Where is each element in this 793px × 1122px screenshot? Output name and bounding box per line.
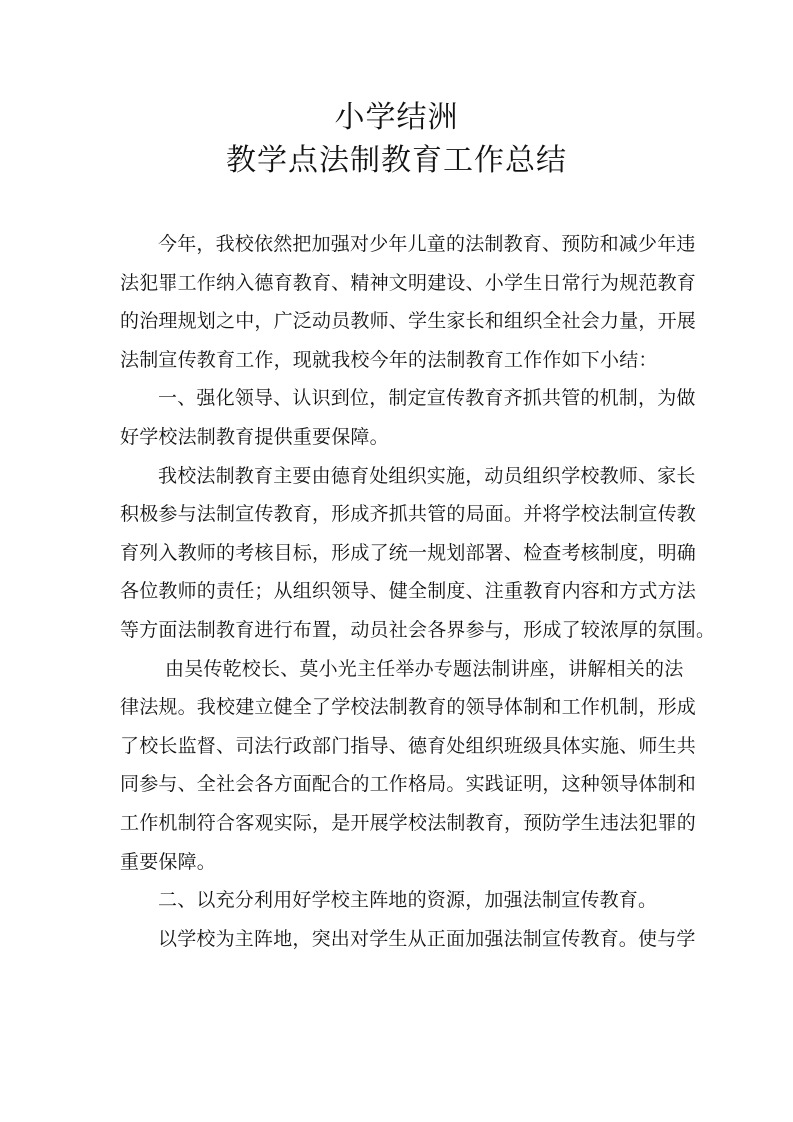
paragraph-line: 重要保障。 <box>120 850 217 873</box>
section-heading-line: 好学校法制教育提供重要保障。 <box>120 425 389 448</box>
document-body <box>120 225 716 958</box>
paragraph-line: 同参与、全社会各方面配合的工作格局。实践证明，这种领导体制和 <box>120 773 697 796</box>
paragraph-line: 积极参与法制宣传教育，形成齐抓共管的局面。并将学校法制宣传教 <box>120 503 697 526</box>
paragraph-line: 今年，我校依然把加强对少年儿童的法制教育、预防和减少年违 <box>158 233 696 255</box>
title-line-1: 小学结洲 <box>334 100 459 135</box>
paragraph-line: 法制宣传教育工作，现就我校今年的法制教育工作作如下小结： <box>120 348 658 371</box>
section-heading-line: 一、强化领导、认识到位，制定宣传教育齐抓共管的机制，为做 <box>158 387 696 410</box>
section-heading-line: 二、以充分利用好学校主阵地的资源，加强法制宣传教育。 <box>158 889 658 912</box>
title-line-2: 教学点法制教育工作总结 <box>226 143 567 178</box>
paragraph-line: 各位教师的责任；从组织领导、健全制度、注重教育内容和方式方法 <box>120 580 697 603</box>
paragraph-line: 等方面法制教育进行布置，动员社会各界参与，形成了较浓厚的氛围。 <box>120 618 716 641</box>
paragraph-line: 了校长监督、司法行政部门指导、德育处组织班级具体实施、师生共 <box>120 734 697 757</box>
paragraph-line: 法犯罪工作纳入德育教育、精神文明建设、小学生日常行为规范教育 <box>120 271 697 294</box>
document-title <box>0 96 793 182</box>
paragraph-line: 以学校为主阵地，突出对学生从正面加强法制宣传教育。使与学 <box>158 927 696 950</box>
paragraph-line: 由吴传乾校长、莫小光主任举办专题法制讲座，讲解相关的法 <box>165 657 684 680</box>
paragraph-line: 我校法制教育主要由德育处组织实施，动员组织学校教师、家长 <box>158 464 696 487</box>
paragraph-line: 工作机制符合客观实际，是开展学校法制教育，预防学生违法犯罪的 <box>120 811 697 834</box>
paragraph-line: 育列入教师的考核目标，形成了统一规划部署、检查考核制度，明确 <box>120 541 697 564</box>
paragraph-line: 律法规。我校建立健全了学校法制教育的领导体制和工作机制，形成 <box>120 696 697 719</box>
paragraph-line: 的治理规划之中，广泛动员教师、学生家长和组织全社会力量，开展 <box>120 310 697 333</box>
